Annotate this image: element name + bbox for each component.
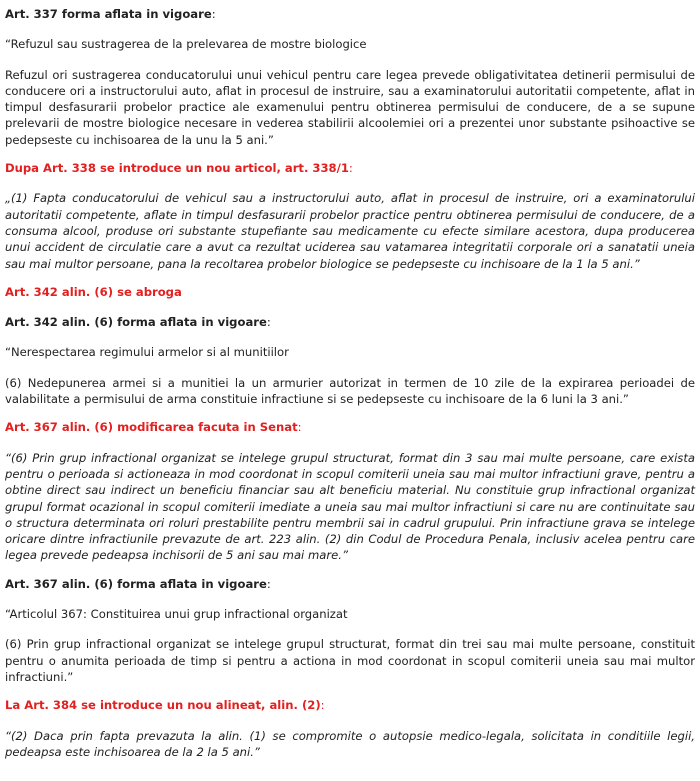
amendment-heading bbox=[5, 697, 695, 713]
article-heading bbox=[5, 576, 695, 592]
quoted-article-title: “Articolul 367: Constituirea unui grup infractional organizat bbox=[5, 607, 348, 622]
article-text: Refuzul ori sustragerea conducatorului unui vehicul pentru care legea prevede obligativitatea detinerii permisului de conducere ori a instructorului auto, aflat in procesul de instruire, sau a examinatorului autoritatii competente, aflat in timpul desfasurarii probelor practice ale examenului pentru obtinerea permisului de conducere, de a se supune prelevarii de mostre biologice necesare in vederea stabilirii alcoolemiei ori a prezentei unor substante psihoactive se pedepseste cu inchisoarea de la unu la 5 ani.” bbox=[5, 67, 695, 147]
heading-colon: : bbox=[211, 7, 216, 21]
heading-title: La Art. 384 se introduce un nou alineat, alin. (2) bbox=[5, 698, 321, 713]
heading-title: Art. 367 alin. (6) forma aflata in vigoare bbox=[5, 576, 267, 591]
heading-title: Art. 342 alin. (6) forma aflata in vigoare bbox=[5, 315, 267, 330]
amendment-heading bbox=[5, 419, 695, 435]
quoted-article-title: “Nerespectarea regimului armelor si al munitiilor bbox=[5, 345, 289, 360]
article-heading bbox=[5, 314, 695, 330]
heading-colon: : bbox=[266, 576, 271, 591]
amendment-text: “(6) Prin grup infractional organizat se intelege grupul structurat, format din 3 sau mai multe persoane, care exista pentru o perioada si actioneaza in mod coordonat in scopul comiterii uneia sau mai multor infractiuni grave, pentru a obtine direct sau indirect un beneficiu financiar sau alt beneficiu material. Nu constituie grup infractional organizat grupul format ocazional in scopul comiterii imediate a uneia sau mai multor infractiuni si care nu are continuitate sau o structura determinata ori roluri prestabilite pentru membrii sai in cadrul grupului. Prin infractiune grava se intelege oricare dintre infractiunile prevazute de art. 223 alin. (2) din Codul de Procedura Penala, inclusiv acelea pentru care legea prevede pedeapsa inchisorii de 5 ani sau mai mare.” bbox=[5, 450, 695, 563]
amendment-text: „(1) Fapta conducatorului de vehicul sau a instructorului auto, aflat in procesul de instruire, ori a examinatorului autoritatii competente, aflate in timpul desfasurarii probelor practice pentru obtinerea permisului de conducere, de a consuma alcool, produse ori substante stupefiante sau medicamente cu efecte similare acestora, dupa producerea unui accident de circulatie care a avut ca rezultat uciderea sau vatamarea integritatii corporale ori a sanatatii uneia sau mai multor persoane, pana la recoltarea probelor biologice se pedepseste cu inchisoare de la 1 la 5 ani.” bbox=[5, 191, 695, 271]
heading-colon: : bbox=[320, 698, 325, 713]
article-heading bbox=[5, 6, 695, 22]
article-text: (6) Nedepunerea armei si a munitiei la un armurier autorizat in termen de 10 zile de la expirarea perioadei de valabilitate a permisului de arma constituie infractiune si se pedepseste cu inchisoare de la 6 luni la 3 ani.” bbox=[5, 375, 695, 407]
amendment-heading bbox=[5, 160, 695, 176]
heading-colon: : bbox=[266, 315, 271, 330]
quoted-article-title: “Refuzul sau sustragerea de la prelevarea de mostre biologice bbox=[5, 37, 367, 52]
heading-title: Dupa Art. 338 se introduce un nou articol, art. 338/1 bbox=[5, 161, 349, 176]
heading-colon: : bbox=[297, 420, 302, 435]
amendment-text: “(2) Daca prin fapta prevazuta la alin. (1) se compromite o autopsie medico-legala, solicitata in conditiile legii, pedeapsa este inchisoarea de la 2 la 5 ani.” bbox=[5, 728, 695, 759]
heading-title: Art. 342 alin. (6) se abroga bbox=[5, 284, 182, 299]
amendment-heading bbox=[5, 284, 695, 300]
heading-colon: : bbox=[348, 161, 353, 176]
article-text: (6) Prin grup infractional organizat se intelege grupul structurat, format din trei sau mai multe persoane, constituit pentru o anumita perioada de timp si pentru a actiona in mod coordonat in scopul comiterii uneia sau mai multor infractiuni.” bbox=[5, 637, 695, 684]
heading-title: Art. 337 forma aflata in vigoare bbox=[5, 7, 212, 21]
heading-title: Art. 367 alin. (6) modificarea facuta in Senat bbox=[5, 420, 298, 435]
